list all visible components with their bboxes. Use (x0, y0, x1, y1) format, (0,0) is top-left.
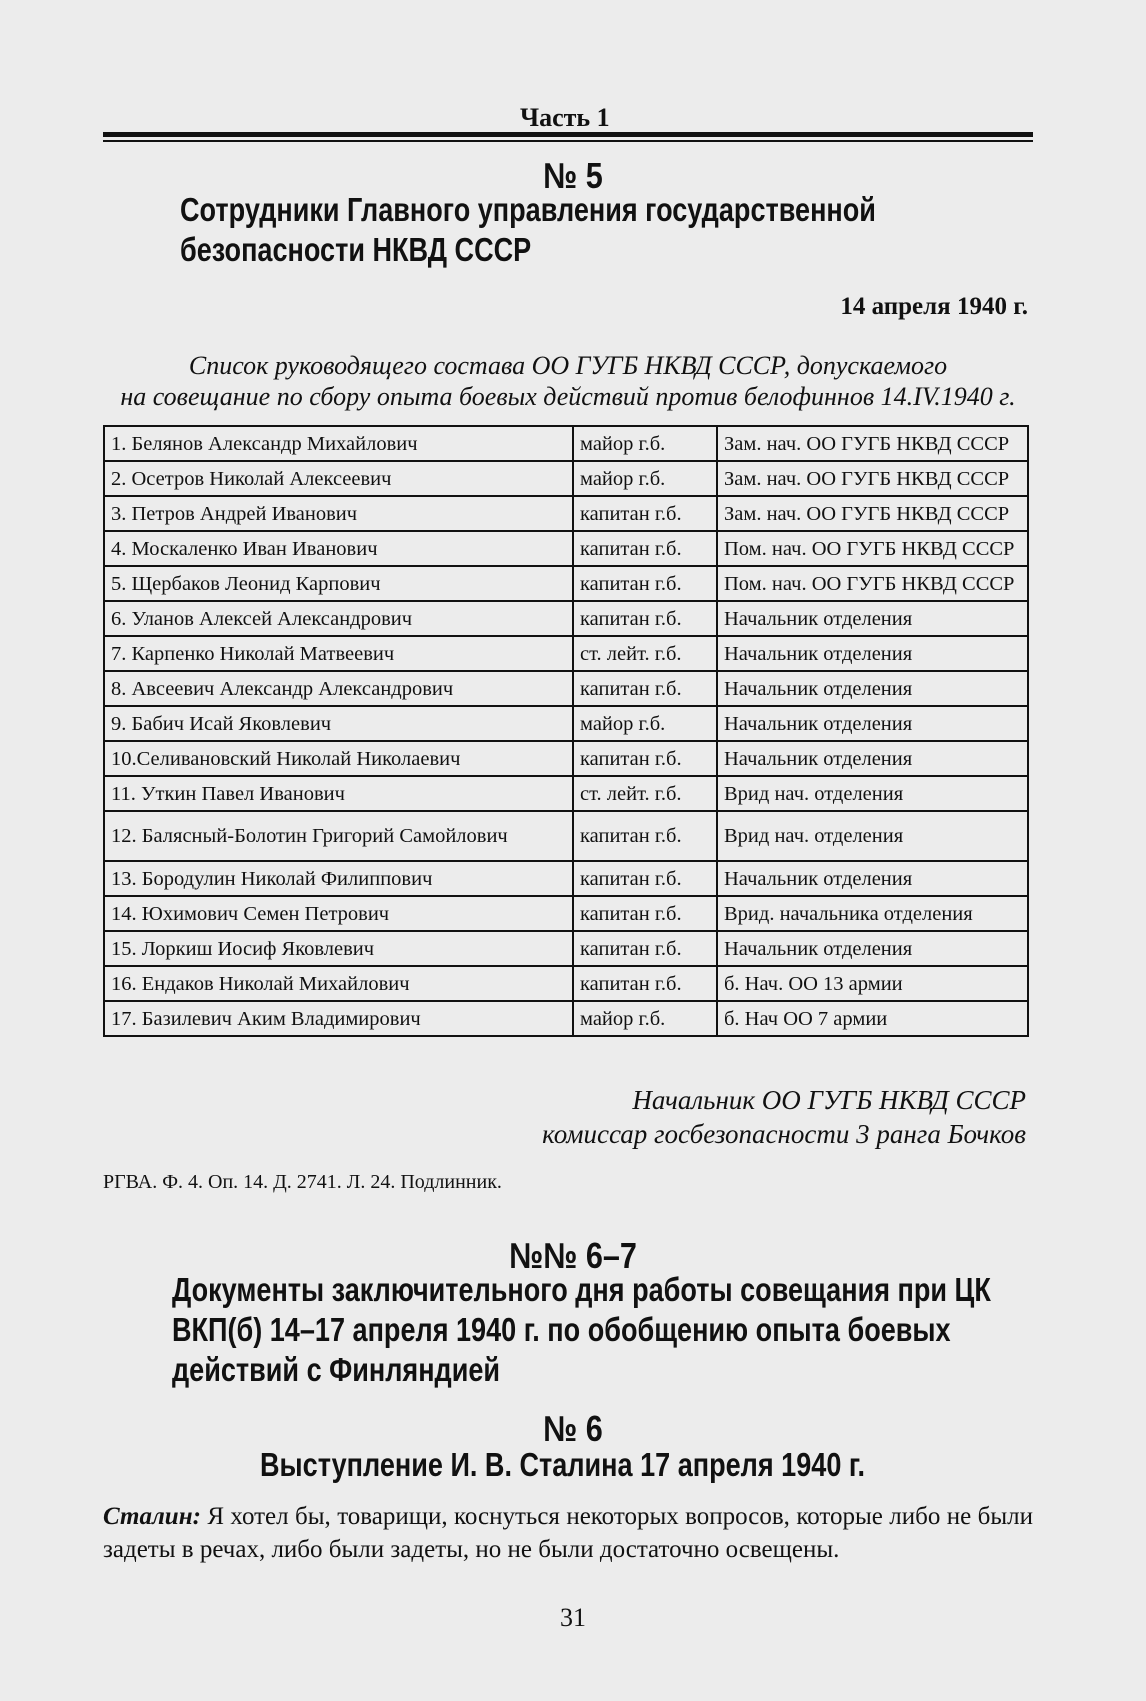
doc6-title: Выступление И. В. Сталина 17 апреля 1940 г. (260, 1446, 865, 1483)
doc5-subtitle (108, 350, 1028, 412)
doc67-title-line-1: Документы заключительного дня работы совещания при ЦК (172, 1271, 991, 1308)
table-row (104, 636, 1028, 671)
staff-name: 4. Москаленко Иван Иванович (104, 531, 573, 566)
table-row (104, 601, 1028, 636)
staff-rank: капитан г.б. (573, 671, 717, 706)
table-row (104, 706, 1028, 741)
staff-position: Зам. нач. ОО ГУГБ НКВД СССР (717, 496, 1028, 531)
staff-rank: капитан г.б. (573, 566, 717, 601)
staff-name: 14. Юхимович Семен Петрович (104, 896, 573, 931)
staff-name: 11. Уткин Павел Иванович (104, 776, 573, 811)
doc5-title-line-1: Сотрудники Главного управления государственной (180, 191, 876, 228)
doc5-date: 14 апреля 1940 г. (840, 293, 1028, 320)
running-header: Часть 1 (520, 103, 610, 132)
staff-rank: майор г.б. (573, 706, 717, 741)
speaker-label: Сталин: (103, 1503, 201, 1530)
staff-rank: капитан г.б. (573, 861, 717, 896)
staff-rank: капитан г.б. (573, 741, 717, 776)
table-row (104, 931, 1028, 966)
table-row (104, 966, 1028, 1001)
doc5-number: № 5 (543, 155, 603, 196)
table-row (104, 671, 1028, 706)
doc5-subtitle-line-1: Список руководящего состава ОО ГУГБ НКВД СССР, допускаемого (188, 351, 948, 380)
table-row (104, 811, 1028, 861)
staff-name: 12. Балясный-Болотин Григорий Самойлович (104, 811, 573, 861)
doc67-title-line-3: действий с Финляндией (172, 1351, 501, 1388)
doc6-number: № 6 (543, 1408, 603, 1449)
staff-rank: ст. лейт. г.б. (573, 636, 717, 671)
page-number: 31 (560, 1603, 586, 1632)
staff-name: 1. Белянов Александр Михайлович (104, 426, 573, 461)
speech-text: Я хотел бы, товарищи, коснуться некоторых вопросов, которые либо не были задеты в речах, либо были задеты, но не были достаточно освещены. (103, 1503, 1033, 1563)
doc67-number: №№ 6–7 (509, 1235, 637, 1276)
staff-position: б. Нач ОО 7 армии (717, 1001, 1028, 1036)
staff-name: 2. Осетров Николай Алексеевич (104, 461, 573, 496)
staff-name: 6. Уланов Алексей Александрович (104, 601, 573, 636)
speech-paragraph (103, 1500, 1033, 1566)
staff-rank: майор г.б. (573, 1001, 717, 1036)
staff-rank: капитан г.б. (573, 811, 717, 861)
archive-reference: РГВА. Ф. 4. Оп. 14. Д. 2741. Л. 24. Подлинник. (103, 1171, 502, 1193)
staff-name: 8. Авсеевич Александр Александрович (104, 671, 573, 706)
doc5-signature (542, 1083, 1026, 1151)
staff-rank: капитан г.б. (573, 531, 717, 566)
staff-position: Начальник отделения (717, 671, 1028, 706)
staff-rank: капитан г.б. (573, 601, 717, 636)
staff-name: 5. Щербаков Леонид Карпович (104, 566, 573, 601)
table-row (104, 566, 1028, 601)
table-row (104, 741, 1028, 776)
table-row (104, 496, 1028, 531)
staff-position: Начальник отделения (717, 706, 1028, 741)
doc67-title-line-2: ВКП(б) 14–17 апреля 1940 г. по обобщению опыта боевых (172, 1311, 951, 1348)
staff-table (103, 425, 1029, 1037)
staff-position: Начальник отделения (717, 931, 1028, 966)
staff-position: Начальник отделения (717, 741, 1028, 776)
doc5-subtitle-line-2: на совещание по сбору опыта боевых действий против белофиннов 14.IV.1940 г. (120, 382, 1016, 411)
staff-name: 7. Карпенко Николай Матвеевич (104, 636, 573, 671)
staff-name: 3. Петров Андрей Иванович (104, 496, 573, 531)
table-row (104, 896, 1028, 931)
staff-position: Пом. нач. ОО ГУГБ НКВД СССР (717, 531, 1028, 566)
table-row (104, 461, 1028, 496)
staff-rank: капитан г.б. (573, 496, 717, 531)
staff-name: 10.Селивановский Николай Николаевич (104, 741, 573, 776)
staff-position: Врид. начальника отделения (717, 896, 1028, 931)
staff-rank: ст. лейт. г.б. (573, 776, 717, 811)
staff-name: 16. Ендаков Николай Михайлович (104, 966, 573, 1001)
staff-position: Зам. нач. ОО ГУГБ НКВД СССР (717, 461, 1028, 496)
table-row (104, 426, 1028, 461)
staff-rank: капитан г.б. (573, 931, 717, 966)
signature-line-1: Начальник ОО ГУГБ НКВД СССР (632, 1085, 1026, 1115)
table-row (104, 861, 1028, 896)
staff-position: б. Нач. ОО 13 армии (717, 966, 1028, 1001)
staff-rank: майор г.б. (573, 461, 717, 496)
doc5-title-line-2: безопасности НКВД СССР (180, 231, 532, 268)
signature-line-2: комиссар госбезопасности 3 ранга Бочков (542, 1119, 1026, 1149)
staff-rank: капитан г.б. (573, 966, 717, 1001)
staff-name: 15. Лоркиш Иосиф Яковлевич (104, 931, 573, 966)
header-rule-thin (103, 140, 1033, 142)
staff-position: Начальник отделения (717, 636, 1028, 671)
staff-position: Пом. нач. ОО ГУГБ НКВД СССР (717, 566, 1028, 601)
table-row (104, 531, 1028, 566)
staff-name: 13. Бородулин Николай Филиппович (104, 861, 573, 896)
staff-position: Зам. нач. ОО ГУГБ НКВД СССР (717, 426, 1028, 461)
staff-position: Врид нач. отделения (717, 776, 1028, 811)
table-row (104, 776, 1028, 811)
staff-name: 9. Бабич Исай Яковлевич (104, 706, 573, 741)
staff-name: 17. Базилевич Аким Владимирович (104, 1001, 573, 1036)
staff-position: Начальник отделения (717, 601, 1028, 636)
staff-position: Начальник отделения (717, 861, 1028, 896)
staff-rank: капитан г.б. (573, 896, 717, 931)
header-rule (103, 132, 1033, 137)
staff-position: Врид нач. отделения (717, 811, 1028, 861)
staff-rank: майор г.б. (573, 426, 717, 461)
table-row (104, 1001, 1028, 1036)
